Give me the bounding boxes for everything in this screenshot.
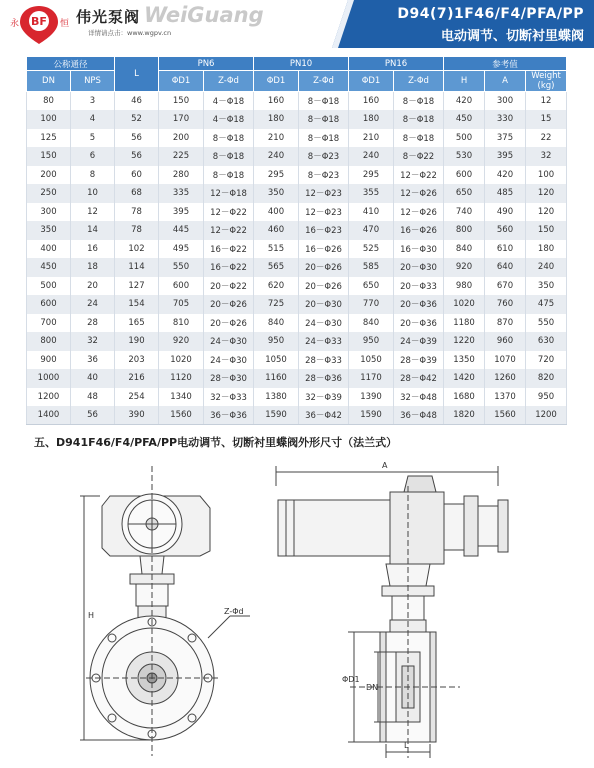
- table-cell: 254: [115, 388, 159, 407]
- table-cell: 8－Φ23: [299, 166, 349, 185]
- table-cell: 52: [115, 110, 159, 129]
- table-cell: 10: [71, 184, 115, 203]
- table-cell: 445: [159, 221, 204, 240]
- table-cell: 114: [115, 258, 159, 277]
- table-cell: 16－Φ26: [394, 221, 444, 240]
- table-cell: 12－Φ26: [394, 184, 444, 203]
- table-cell: 100: [27, 110, 71, 129]
- dim-label-a: A: [382, 461, 388, 470]
- table-cell: 800: [27, 332, 71, 351]
- header-pn10-zd: Z-Φd: [299, 71, 349, 92]
- table-row: [27, 388, 567, 407]
- table-cell: 200: [27, 166, 71, 185]
- table-cell: 3: [71, 92, 115, 111]
- table-cell: 12－Φ18: [204, 184, 254, 203]
- table-row: [27, 406, 567, 425]
- table-row: [27, 147, 567, 166]
- table-cell: 28－Φ30: [204, 369, 254, 388]
- table-cell: 36－Φ36: [204, 406, 254, 425]
- table-cell: 1400: [27, 406, 71, 425]
- table-cell: 1120: [159, 369, 204, 388]
- table-cell: 4: [71, 110, 115, 129]
- table-row: [27, 314, 567, 333]
- table-cell: 700: [27, 314, 71, 333]
- table-cell: 335: [159, 184, 204, 203]
- table-cell: 395: [485, 147, 526, 166]
- table-cell: 1350: [444, 351, 485, 370]
- product-title-banner: [332, 0, 594, 48]
- table-cell: 102: [115, 240, 159, 259]
- table-cell: 150: [159, 92, 204, 111]
- table-cell: 240: [349, 147, 394, 166]
- table-cell: 20－Φ36: [394, 314, 444, 333]
- table-cell: 154: [115, 295, 159, 314]
- dim-label-d1: ΦD1: [342, 675, 360, 684]
- table-cell: 740: [444, 203, 485, 222]
- product-name-title: 电动调节、切断衬里蝶阀: [440, 29, 584, 44]
- table-cell: 920: [444, 258, 485, 277]
- dim-label-h: H: [88, 611, 95, 620]
- table-cell: 20: [71, 277, 115, 296]
- table-cell: 1050: [349, 351, 394, 370]
- table-row: [27, 221, 567, 240]
- table-cell: 78: [115, 221, 159, 240]
- table-cell: 24－Φ39: [394, 332, 444, 351]
- table-cell: 225: [159, 147, 204, 166]
- company-logo: [6, 4, 72, 44]
- table-cell: 870: [485, 314, 526, 333]
- table-cell: 515: [254, 240, 299, 259]
- table-cell: 400: [254, 203, 299, 222]
- table-row: [27, 110, 567, 129]
- table-cell: 8－Φ22: [394, 147, 444, 166]
- table-row: [27, 369, 567, 388]
- table-row: [27, 184, 567, 203]
- header-pn16: PN16: [349, 57, 444, 71]
- table-cell: 24－Φ30: [204, 351, 254, 370]
- table-cell: 32: [526, 147, 567, 166]
- table-cell: 900: [27, 351, 71, 370]
- table-row: [27, 203, 567, 222]
- table-cell: 840: [254, 314, 299, 333]
- table-cell: 330: [485, 110, 526, 129]
- table-row: [27, 92, 567, 111]
- table-cell: 280: [159, 166, 204, 185]
- table-cell: 8－Φ18: [299, 110, 349, 129]
- table-cell: 12: [71, 203, 115, 222]
- table-cell: 68: [115, 184, 159, 203]
- table-cell: 1180: [444, 314, 485, 333]
- dim-label-dn: DN: [366, 683, 379, 692]
- table-cell: 550: [159, 258, 204, 277]
- table-cell: 127: [115, 277, 159, 296]
- table-cell: 725: [254, 295, 299, 314]
- table-cell: 180: [349, 110, 394, 129]
- table-cell: 36－Φ42: [299, 406, 349, 425]
- table-cell: 36－Φ48: [394, 406, 444, 425]
- table-cell: 125: [27, 129, 71, 148]
- table-cell: 640: [485, 258, 526, 277]
- table-cell: 16: [71, 240, 115, 259]
- table-cell: 20－Φ33: [394, 277, 444, 296]
- table-cell: 350: [526, 277, 567, 296]
- table-cell: 150: [526, 221, 567, 240]
- table-cell: 1420: [444, 369, 485, 388]
- table-cell: 203: [115, 351, 159, 370]
- header-pn10-d1: ΦD1: [254, 71, 299, 92]
- table-cell: 12: [526, 92, 567, 111]
- table-cell: 16－Φ26: [299, 240, 349, 259]
- table-cell: 1560: [159, 406, 204, 425]
- header-nps: NPS: [71, 71, 115, 92]
- table-cell: 12－Φ23: [299, 203, 349, 222]
- header-pn16-d1: ΦD1: [349, 71, 394, 92]
- table-cell: 216: [115, 369, 159, 388]
- table-cell: 8－Φ18: [204, 166, 254, 185]
- table-cell: 36: [71, 351, 115, 370]
- header-reference: 参考值: [444, 57, 567, 71]
- table-cell: 8－Φ18: [299, 129, 349, 148]
- valve-outline-drawing: [90, 456, 530, 762]
- table-cell: 180: [254, 110, 299, 129]
- table-cell: 1260: [485, 369, 526, 388]
- table-cell: 485: [485, 184, 526, 203]
- table-cell: 295: [254, 166, 299, 185]
- table-cell: 1820: [444, 406, 485, 425]
- table-cell: 950: [254, 332, 299, 351]
- table-cell: 450: [444, 110, 485, 129]
- table-cell: 840: [444, 240, 485, 259]
- table-cell: 120: [526, 203, 567, 222]
- section-title: 五、D941F46/F4/PFA/PP电动调节、切断衬里蝶阀外形尺寸（法兰式）: [34, 436, 398, 449]
- dimension-table: [26, 56, 567, 425]
- table-row: [27, 258, 567, 277]
- table-cell: 650: [444, 184, 485, 203]
- table-cell: 1340: [159, 388, 204, 407]
- table-row: [27, 351, 567, 370]
- table-cell: 840: [349, 314, 394, 333]
- table-cell: 6: [71, 147, 115, 166]
- svg-text:永: 永: [10, 19, 20, 29]
- table-cell: 4－Φ18: [204, 110, 254, 129]
- table-cell: 28: [71, 314, 115, 333]
- svg-text:BF: BF: [31, 15, 47, 28]
- table-cell: 400: [27, 240, 71, 259]
- table-cell: 610: [485, 240, 526, 259]
- table-cell: 1560: [485, 406, 526, 425]
- table-cell: 670: [485, 277, 526, 296]
- table-cell: 1590: [254, 406, 299, 425]
- table-cell: 500: [444, 129, 485, 148]
- table-cell: 20－Φ26: [299, 258, 349, 277]
- table-cell: 5: [71, 129, 115, 148]
- table-cell: 78: [115, 203, 159, 222]
- table-cell: 56: [71, 406, 115, 425]
- table-cell: 450: [27, 258, 71, 277]
- page-header: [0, 0, 594, 50]
- header-pn10: PN10: [254, 57, 349, 71]
- table-cell: 14: [71, 221, 115, 240]
- table-cell: 490: [485, 203, 526, 222]
- table-cell: 32－Φ39: [299, 388, 349, 407]
- table-cell: 32－Φ48: [394, 388, 444, 407]
- table-cell: 32: [71, 332, 115, 351]
- table-cell: 950: [526, 388, 567, 407]
- table-cell: 200: [159, 129, 204, 148]
- table-cell: 410: [349, 203, 394, 222]
- table-cell: 295: [349, 166, 394, 185]
- svg-text:恒: 恒: [60, 19, 70, 29]
- table-cell: 1070: [485, 351, 526, 370]
- table-cell: 630: [526, 332, 567, 351]
- table-cell: 375: [485, 129, 526, 148]
- table-cell: 980: [444, 277, 485, 296]
- table-cell: 24: [71, 295, 115, 314]
- header-pn6-d1: ΦD1: [159, 71, 204, 92]
- table-cell: 24－Φ33: [299, 332, 349, 351]
- table-cell: 22: [526, 129, 567, 148]
- table-cell: 395: [159, 203, 204, 222]
- header-dn: DN: [27, 71, 71, 92]
- table-row: [27, 240, 567, 259]
- table-cell: 470: [349, 221, 394, 240]
- table-cell: 810: [159, 314, 204, 333]
- table-cell: 475: [526, 295, 567, 314]
- table-cell: 8－Φ18: [204, 147, 254, 166]
- table-cell: 1680: [444, 388, 485, 407]
- table-cell: 12－Φ22: [204, 221, 254, 240]
- table-sub-header-row: [27, 71, 567, 92]
- table-cell: 24－Φ30: [204, 332, 254, 351]
- table-cell: 705: [159, 295, 204, 314]
- table-cell: 950: [349, 332, 394, 351]
- header-weight: Weight (kg): [526, 71, 567, 92]
- table-cell: 165: [115, 314, 159, 333]
- table-cell: 1160: [254, 369, 299, 388]
- table-cell: 8－Φ18: [394, 92, 444, 111]
- table-cell: 20－Φ26: [204, 314, 254, 333]
- table-cell: 16－Φ22: [204, 258, 254, 277]
- table-group-header-row: [27, 57, 567, 71]
- table-cell: 240: [254, 147, 299, 166]
- table-cell: 565: [254, 258, 299, 277]
- table-cell: 120: [526, 184, 567, 203]
- table-cell: 720: [526, 351, 567, 370]
- dim-label-z: Z-Φd: [224, 607, 244, 616]
- table-cell: 20－Φ26: [204, 295, 254, 314]
- table-cell: 1390: [349, 388, 394, 407]
- table-cell: 160: [349, 92, 394, 111]
- table-cell: 8－Φ18: [394, 129, 444, 148]
- table-cell: 16－Φ23: [299, 221, 349, 240]
- table-cell: 150: [27, 147, 71, 166]
- table-cell: 48: [71, 388, 115, 407]
- table-cell: 8－Φ18: [299, 92, 349, 111]
- table-cell: 460: [254, 221, 299, 240]
- brand-website-link[interactable]: 详情请点击：www.wgpv.cn: [88, 29, 172, 37]
- table-cell: 20－Φ30: [299, 295, 349, 314]
- header-pn16-zd: Z-Φd: [394, 71, 444, 92]
- table-row: [27, 129, 567, 148]
- table-cell: 210: [349, 129, 394, 148]
- table-cell: 530: [444, 147, 485, 166]
- header-pn6-zd: Z-Φd: [204, 71, 254, 92]
- header-l: L: [115, 57, 159, 92]
- table-cell: 1020: [159, 351, 204, 370]
- table-row: [27, 277, 567, 296]
- dim-label-l: L: [404, 741, 409, 750]
- table-cell: 620: [254, 277, 299, 296]
- table-cell: 550: [526, 314, 567, 333]
- table-cell: 390: [115, 406, 159, 425]
- table-cell: 20－Φ26: [299, 277, 349, 296]
- table-cell: 250: [27, 184, 71, 203]
- table-cell: 500: [27, 277, 71, 296]
- table-cell: 12－Φ26: [394, 203, 444, 222]
- table-cell: 32－Φ33: [204, 388, 254, 407]
- table-cell: 80: [27, 92, 71, 111]
- table-cell: 180: [526, 240, 567, 259]
- table-cell: 1170: [349, 369, 394, 388]
- table-cell: 1590: [349, 406, 394, 425]
- table-cell: 420: [485, 166, 526, 185]
- table-cell: 16－Φ22: [204, 240, 254, 259]
- table-cell: 28－Φ33: [299, 351, 349, 370]
- table-cell: 760: [485, 295, 526, 314]
- table-cell: 650: [349, 277, 394, 296]
- product-model-title: D94(7)1F46/F4/PFA/PP: [397, 6, 584, 22]
- table-cell: 920: [159, 332, 204, 351]
- brand-name-cn: 伟光泵阀: [76, 8, 141, 26]
- table-cell: 24－Φ30: [299, 314, 349, 333]
- table-cell: 300: [485, 92, 526, 111]
- table-row: [27, 295, 567, 314]
- table-cell: 800: [444, 221, 485, 240]
- header-pn6: PN6: [159, 57, 254, 71]
- table-cell: 600: [159, 277, 204, 296]
- table-cell: 56: [115, 129, 159, 148]
- table-cell: 28－Φ36: [299, 369, 349, 388]
- header-a: A: [485, 71, 526, 92]
- table-cell: 1370: [485, 388, 526, 407]
- header-nominal-size: 公称通径: [27, 57, 115, 71]
- header-h: H: [444, 71, 485, 92]
- table-cell: 600: [444, 166, 485, 185]
- table-cell: 300: [27, 203, 71, 222]
- table-cell: 8: [71, 166, 115, 185]
- table-cell: 190: [115, 332, 159, 351]
- table-cell: 240: [526, 258, 567, 277]
- table-cell: 20－Φ22: [204, 277, 254, 296]
- table-cell: 170: [159, 110, 204, 129]
- table-body: [27, 92, 567, 425]
- table-cell: 16－Φ30: [394, 240, 444, 259]
- table-cell: 350: [254, 184, 299, 203]
- table-cell: 495: [159, 240, 204, 259]
- table-cell: 160: [254, 92, 299, 111]
- table-cell: 820: [526, 369, 567, 388]
- table-cell: 28－Φ39: [394, 351, 444, 370]
- table-cell: 1220: [444, 332, 485, 351]
- table-row: [27, 166, 567, 185]
- table-cell: 4－Φ18: [204, 92, 254, 111]
- table-cell: 8－Φ18: [394, 110, 444, 129]
- table-cell: 1200: [27, 388, 71, 407]
- table-cell: 40: [71, 369, 115, 388]
- table-cell: 1380: [254, 388, 299, 407]
- table-cell: 1020: [444, 295, 485, 314]
- table-cell: 56: [115, 147, 159, 166]
- table-cell: 600: [27, 295, 71, 314]
- table-cell: 960: [485, 332, 526, 351]
- table-cell: 560: [485, 221, 526, 240]
- table-cell: 585: [349, 258, 394, 277]
- table-cell: 8－Φ18: [204, 129, 254, 148]
- brand-name-en: WeiGuang: [144, 3, 264, 27]
- table-cell: 12－Φ23: [299, 184, 349, 203]
- table-cell: 15: [526, 110, 567, 129]
- table-cell: 20－Φ36: [394, 295, 444, 314]
- table-cell: 8－Φ23: [299, 147, 349, 166]
- table-cell: 350: [27, 221, 71, 240]
- table-cell: 420: [444, 92, 485, 111]
- table-cell: 770: [349, 295, 394, 314]
- table-cell: 355: [349, 184, 394, 203]
- table-cell: 525: [349, 240, 394, 259]
- table-cell: 1200: [526, 406, 567, 425]
- table-cell: 12－Φ22: [204, 203, 254, 222]
- table-cell: 100: [526, 166, 567, 185]
- table-cell: 210: [254, 129, 299, 148]
- table-row: [27, 332, 567, 351]
- table-cell: 20－Φ30: [394, 258, 444, 277]
- table-cell: 46: [115, 92, 159, 111]
- table-cell: 12－Φ22: [394, 166, 444, 185]
- table-cell: 28－Φ42: [394, 369, 444, 388]
- table-cell: 60: [115, 166, 159, 185]
- table-cell: 18: [71, 258, 115, 277]
- table-cell: 1000: [27, 369, 71, 388]
- table-cell: 1050: [254, 351, 299, 370]
